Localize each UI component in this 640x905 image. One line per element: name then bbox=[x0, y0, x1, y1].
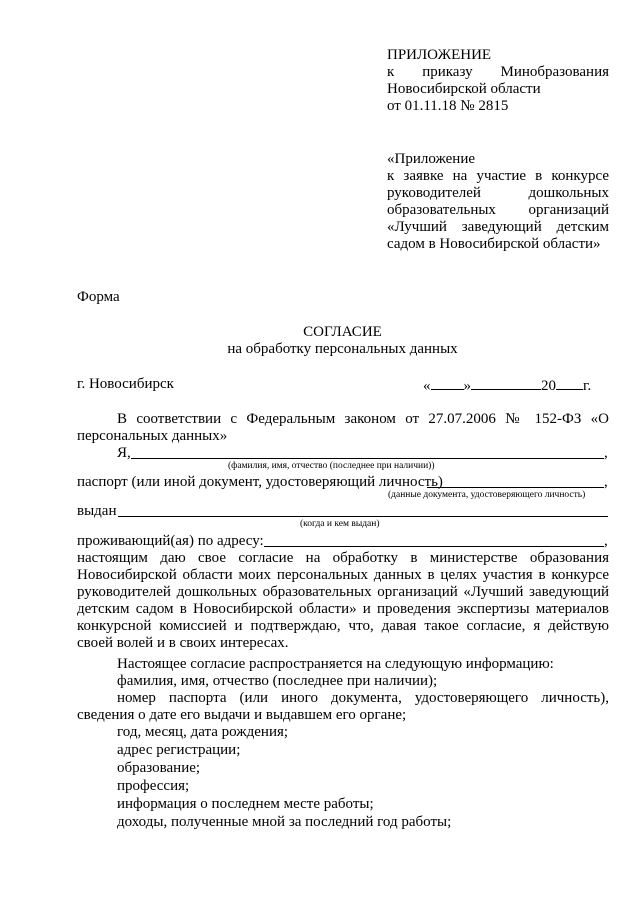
appendix-order-ref: к приказу Минобразования bbox=[387, 64, 609, 80]
year-blank[interactable] bbox=[556, 376, 583, 390]
list-item: год, месяц, дата рождения; bbox=[117, 724, 289, 740]
consent-line: руководителей дошкольных образовательных организаций «Лучший заведующий bbox=[77, 584, 609, 600]
list-item: фамилия, имя, отчество (последнее при наличии); bbox=[117, 673, 438, 689]
intro-line: В соответствии с Федеральным законом от 27.07.2006 № 152-ФЗ «О bbox=[117, 411, 609, 427]
appendix2-line: «Лучший заведующий детским bbox=[387, 219, 609, 235]
form-label: Форма bbox=[77, 289, 120, 305]
hint-passport: (данные документа, удостоверяющего личность) bbox=[388, 490, 586, 500]
passport-suffix: , bbox=[604, 474, 608, 490]
list-item: образование; bbox=[117, 760, 201, 776]
hint-issued: (когда и кем выдан) bbox=[300, 519, 380, 529]
document-subtitle: на обработку персональных данных bbox=[227, 341, 458, 357]
applies-text: Настоящее согласие распространяется на следующую информацию: bbox=[117, 656, 554, 672]
list-item: номер паспорта (или иного документа, удостоверяющего личность), bbox=[117, 690, 609, 706]
list-item: доходы, полученные мной за последний год работы; bbox=[117, 814, 452, 830]
list-item: сведения о дате его выдачи и выдавшем его органе; bbox=[77, 707, 407, 723]
consent-line: Новосибирской области моих персональных данных в целях участия в конкурсе bbox=[77, 567, 609, 583]
appendix-region: Новосибирской области bbox=[387, 81, 541, 97]
consent-line: своей волей и в своих интересах. bbox=[77, 635, 289, 651]
date-century: 20 bbox=[541, 378, 556, 394]
date-close-quote: » bbox=[463, 378, 471, 394]
appendix-order-date: от 01.11.18 № 2815 bbox=[387, 98, 509, 114]
i-prefix: Я, bbox=[117, 445, 131, 461]
address-suffix: , bbox=[604, 533, 608, 549]
address-label: проживающий(ая) по адресу: bbox=[77, 533, 264, 549]
consent-line: конкурсной комиссией и подтверждаю, что, давая такое согласие, я действую bbox=[77, 618, 609, 634]
list-item: информация о последнем месте работы; bbox=[117, 796, 374, 812]
name-field-line[interactable] bbox=[131, 458, 604, 459]
issued-field-line[interactable] bbox=[118, 516, 608, 517]
list-item: профессия; bbox=[117, 778, 190, 794]
appendix2-line: садом в Новосибирской области» bbox=[387, 236, 601, 252]
i-suffix: , bbox=[604, 445, 608, 461]
appendix-title: ПРИЛОЖЕНИЕ bbox=[387, 47, 492, 63]
date-field[interactable] bbox=[423, 376, 591, 395]
appendix2-title: «Приложение bbox=[387, 151, 476, 167]
hint-name: (фамилия, имя, отчество (последнее при наличии)) bbox=[228, 461, 435, 471]
document-title: СОГЛАСИЕ bbox=[303, 324, 382, 340]
passport-label: паспорт (или иной документ, удостоверяющий личность) bbox=[77, 474, 443, 490]
place: г. Новосибирск bbox=[77, 376, 174, 392]
appendix2-line: образовательных организаций bbox=[387, 202, 609, 218]
consent-line: настоящим даю свое согласие на обработку в министерстве образования bbox=[77, 550, 609, 566]
address-field-line[interactable] bbox=[264, 546, 604, 547]
month-blank[interactable] bbox=[471, 376, 541, 390]
list-item: адрес регистрации; bbox=[117, 742, 241, 758]
issued-label: выдан bbox=[77, 503, 117, 519]
consent-line: детским садом в Новосибирской области» и проведения экспертизы материалов bbox=[77, 601, 609, 617]
appendix2-line: к заявке на участие в конкурсе bbox=[387, 168, 609, 184]
date-open-quote: « bbox=[423, 378, 431, 394]
appendix2-line: руководителей дошкольных bbox=[387, 185, 609, 201]
day-blank[interactable] bbox=[431, 376, 464, 390]
intro-line: персональных данных» bbox=[77, 428, 228, 444]
passport-field-line[interactable] bbox=[427, 487, 604, 488]
date-suffix: г. bbox=[583, 378, 592, 394]
